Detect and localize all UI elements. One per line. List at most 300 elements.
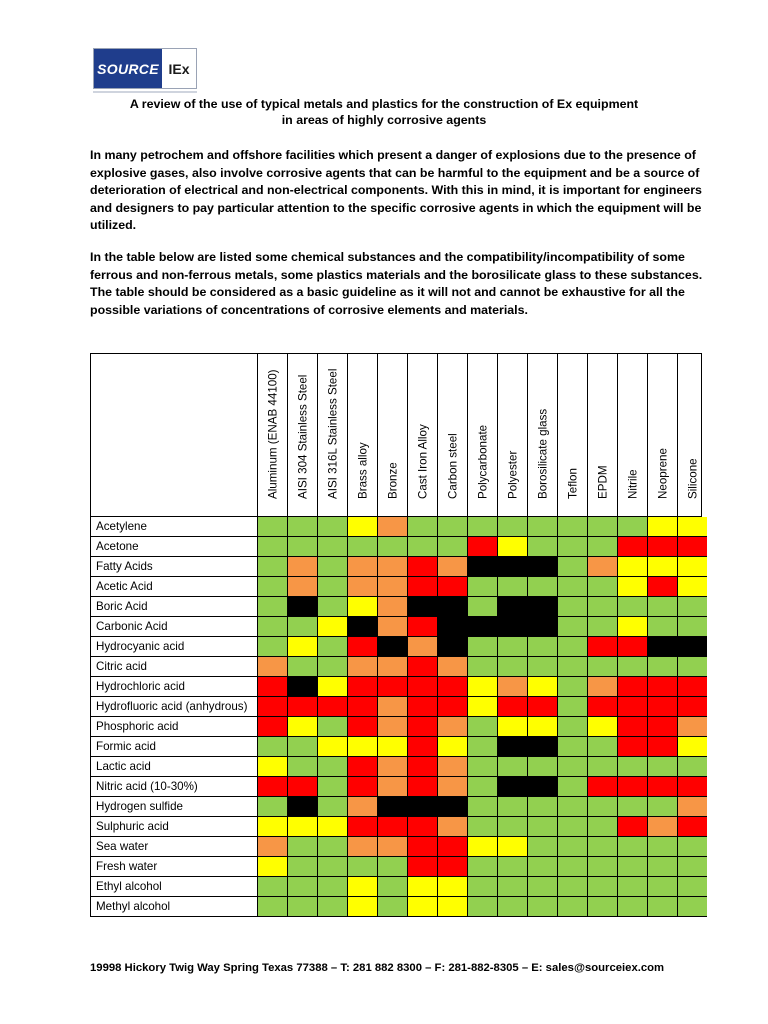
compatibility-cell xyxy=(377,737,407,757)
compatibility-cell xyxy=(257,517,287,537)
compatibility-cell xyxy=(557,897,587,917)
compatibility-cell xyxy=(407,857,437,877)
compatibility-cell xyxy=(407,737,437,757)
compatibility-cell xyxy=(347,557,377,577)
compatibility-cell xyxy=(437,697,467,717)
compatibility-cell xyxy=(677,537,707,557)
compatibility-cell xyxy=(407,537,437,557)
compatibility-cell xyxy=(497,657,527,677)
compatibility-cell xyxy=(317,877,347,897)
compatibility-cell xyxy=(677,597,707,617)
compatibility-cell xyxy=(257,557,287,577)
compatibility-cell xyxy=(317,617,347,637)
compatibility-cell xyxy=(647,617,677,637)
compatibility-cell xyxy=(377,557,407,577)
compatibility-cell xyxy=(497,517,527,537)
compatibility-cell xyxy=(527,617,557,637)
compatibility-cell xyxy=(317,557,347,577)
compatibility-cell xyxy=(347,577,377,597)
compatibility-cell xyxy=(677,637,707,657)
compatibility-cell xyxy=(257,697,287,717)
compatibility-cell xyxy=(557,797,587,817)
compatibility-cell xyxy=(557,877,587,897)
compatibility-cell xyxy=(437,677,467,697)
compatibility-cell xyxy=(407,637,437,657)
row-label: Fatty Acids xyxy=(91,557,257,577)
compatibility-cell xyxy=(287,897,317,917)
compatibility-cell xyxy=(317,637,347,657)
compatibility-cell xyxy=(317,577,347,597)
compatibility-cell xyxy=(617,717,647,737)
compatibility-cell xyxy=(617,637,647,657)
column-header-label: Borosilicate glass xyxy=(536,408,549,499)
compatibility-cell xyxy=(647,897,677,917)
compatibility-cell xyxy=(497,637,527,657)
compatibility-cell xyxy=(647,717,677,737)
compatibility-cell xyxy=(407,557,437,577)
compatibility-cell xyxy=(497,737,527,757)
compatibility-cell xyxy=(407,897,437,917)
column-header-label: Neoprene xyxy=(656,448,669,499)
row-label: Lactic acid xyxy=(91,757,257,777)
row-label: Acetone xyxy=(91,537,257,557)
compatibility-cell xyxy=(287,557,317,577)
compatibility-cell xyxy=(437,897,467,917)
compatibility-cell xyxy=(497,597,527,617)
compatibility-cell xyxy=(497,877,527,897)
row-label: Hydrofluoric acid (anhydrous) xyxy=(91,697,257,717)
compatibility-cell xyxy=(647,857,677,877)
compatibility-cell xyxy=(587,637,617,657)
compatibility-cell xyxy=(317,597,347,617)
compatibility-cell xyxy=(527,897,557,917)
compatibility-cell xyxy=(407,797,437,817)
compatibility-cell xyxy=(497,837,527,857)
compatibility-cell xyxy=(317,677,347,697)
compatibility-cell xyxy=(557,517,587,537)
compatibility-cell xyxy=(407,577,437,597)
column-header xyxy=(257,354,287,517)
compatibility-cell xyxy=(437,597,467,617)
compatibility-cell xyxy=(647,517,677,537)
column-header xyxy=(287,354,317,517)
compatibility-cell xyxy=(497,817,527,837)
compatibility-cell xyxy=(527,657,557,677)
compatibility-cell xyxy=(347,517,377,537)
column-header-label: Polyester xyxy=(506,450,519,499)
compatibility-cell xyxy=(677,697,707,717)
compatibility-cell xyxy=(557,557,587,577)
compatibility-cell xyxy=(557,577,587,597)
compatibility-cell xyxy=(467,897,497,917)
compatibility-cell xyxy=(617,817,647,837)
compatibility-cell xyxy=(287,837,317,857)
compatibility-cell xyxy=(587,797,617,817)
compatibility-cell xyxy=(677,737,707,757)
compatibility-cell xyxy=(287,817,317,837)
compatibility-cell xyxy=(377,577,407,597)
compatibility-cell xyxy=(527,597,557,617)
compatibility-cell xyxy=(647,757,677,777)
compatibility-cell xyxy=(437,637,467,657)
compatibility-cell xyxy=(377,797,407,817)
column-header xyxy=(317,354,347,517)
row-label: Ethyl alcohol xyxy=(91,877,257,897)
contact-footer: 19998 Hickory Twig Way Spring Texas 77388 – T: 281 882 8300 – F: 281-882-8305 – E: sales@sourceiex.com xyxy=(90,962,665,974)
compatibility-cell xyxy=(407,677,437,697)
compatibility-cell xyxy=(677,757,707,777)
intro-paragraph-1: In many petrochem and offshore facilities which present a danger of explosions due to the presence of explosive gases, also involve corrosive agents that can be harmful to the equipment and be a source of deterioration of electrical and non-electrical components. With this in mind, it is important for engineers and designers to pay particular attention to the specific corrosive agents in which the equipment will be utilized. xyxy=(90,148,702,232)
compatibility-cell xyxy=(287,677,317,697)
compatibility-cell xyxy=(317,737,347,757)
compatibility-cell xyxy=(677,617,707,637)
compatibility-cell xyxy=(407,757,437,777)
compatibility-cell xyxy=(377,697,407,717)
compatibility-cell xyxy=(677,797,707,817)
compatibility-cell xyxy=(317,797,347,817)
compatibility-cell xyxy=(527,877,557,897)
compatibility-cell xyxy=(587,897,617,917)
compatibility-cell xyxy=(467,877,497,897)
compatibility-cell xyxy=(347,537,377,557)
compatibility-cell xyxy=(257,657,287,677)
compatibility-cell xyxy=(257,717,287,737)
compatibility-cell xyxy=(527,797,557,817)
compatibility-cell xyxy=(497,797,527,817)
compatibility-cell xyxy=(647,597,677,617)
compatibility-cell xyxy=(407,777,437,797)
compatibility-cell xyxy=(677,657,707,677)
compatibility-cell xyxy=(647,677,677,697)
compatibility-cell xyxy=(467,737,497,757)
compatibility-cell xyxy=(527,637,557,657)
compatibility-cell xyxy=(407,617,437,637)
compatibility-cell xyxy=(347,677,377,697)
compatibility-cell xyxy=(587,717,617,737)
compatibility-cell xyxy=(317,857,347,877)
compatibility-cell xyxy=(647,817,677,837)
compatibility-cell xyxy=(287,657,317,677)
compatibility-cell xyxy=(317,837,347,857)
compatibility-cell xyxy=(377,637,407,657)
row-label: Nitric acid (10-30%) xyxy=(91,777,257,797)
compatibility-cell xyxy=(617,857,647,877)
column-header-label: Polycarbonate xyxy=(476,424,489,499)
compatibility-cell xyxy=(677,677,707,697)
compatibility-cell xyxy=(617,877,647,897)
compatibility-cell xyxy=(647,877,677,897)
logo-source-text: SOURCE xyxy=(94,49,162,88)
compatibility-cell xyxy=(497,697,527,717)
compatibility-cell xyxy=(317,657,347,677)
row-label: Hydrogen sulfide xyxy=(91,797,257,817)
compatibility-cell xyxy=(377,537,407,557)
compatibility-cell xyxy=(257,897,287,917)
compatibility-cell xyxy=(287,717,317,737)
row-label: Boric Acid xyxy=(91,597,257,617)
compatibility-cell xyxy=(317,777,347,797)
row-label: Acetic Acid xyxy=(91,577,257,597)
compatibility-cell xyxy=(257,597,287,617)
compatibility-cell xyxy=(647,777,677,797)
compatibility-cell xyxy=(617,617,647,637)
intro-paragraph-2: In the table below are listed some chemical substances and the compatibility/incompatibility of some ferrous and non-ferrous metals, some plastics materials and the borosilicate glass to these substances. The table should be considered as a basic guideline as it will not and cannot be exhaustive for all the possible variations of concentrations of corrosive elements and materials. xyxy=(90,250,703,317)
compatibility-cell xyxy=(587,877,617,897)
column-header xyxy=(377,354,407,517)
logo-iex-text: IEx xyxy=(168,60,190,77)
compatibility-cell xyxy=(377,817,407,837)
compatibility-cell xyxy=(467,557,497,577)
compatibility-cell xyxy=(497,537,527,557)
compatibility-cell xyxy=(617,557,647,577)
compatibility-cell xyxy=(677,857,707,877)
compatibility-cell xyxy=(557,637,587,657)
compatibility-cell xyxy=(407,837,437,857)
table-header-row xyxy=(91,354,701,517)
compatibility-cell xyxy=(467,657,497,677)
compatibility-cell xyxy=(287,577,317,597)
compatibility-cell xyxy=(527,537,557,557)
compatibility-cell xyxy=(497,717,527,737)
compatibility-cell xyxy=(467,717,497,737)
compatibility-cell xyxy=(257,677,287,697)
compatibility-cell xyxy=(617,897,647,917)
compatibility-cell xyxy=(497,677,527,697)
compatibility-cell xyxy=(377,597,407,617)
column-header xyxy=(557,354,587,517)
compatibility-cell xyxy=(617,677,647,697)
compatibility-cell xyxy=(587,817,617,837)
column-header xyxy=(437,354,467,517)
compatibility-cell xyxy=(257,577,287,597)
compatibility-cell xyxy=(617,657,647,677)
compatibility-cell xyxy=(377,517,407,537)
column-header-label: AISI 304 Stainless Steel xyxy=(296,374,309,499)
compatibility-cell xyxy=(647,557,677,577)
compatibility-cell xyxy=(347,637,377,657)
compatibility-cell xyxy=(347,777,377,797)
compatibility-cell xyxy=(467,757,497,777)
compatibility-cell xyxy=(467,797,497,817)
compatibility-cell xyxy=(407,697,437,717)
compatibility-cell xyxy=(467,857,497,877)
compatibility-cell xyxy=(587,657,617,677)
compatibility-cell xyxy=(437,857,467,877)
compatibility-cell xyxy=(497,557,527,577)
compatibility-cell xyxy=(557,857,587,877)
column-header xyxy=(647,354,677,517)
compatibility-cell xyxy=(437,517,467,537)
compatibility-cell xyxy=(377,777,407,797)
compatibility-cell xyxy=(467,617,497,637)
compatibility-cell xyxy=(497,857,527,877)
compatibility-cell xyxy=(287,537,317,557)
compatibility-cell xyxy=(347,737,377,757)
compatibility-cell xyxy=(527,577,557,597)
compatibility-cell xyxy=(377,757,407,777)
column-header-label: Nitrile xyxy=(626,469,639,499)
compatibility-cell xyxy=(467,777,497,797)
compatibility-cell xyxy=(677,517,707,537)
compatibility-cell xyxy=(587,697,617,717)
compatibility-cell xyxy=(647,737,677,757)
compatibility-cell xyxy=(587,537,617,557)
compatibility-cell xyxy=(497,757,527,777)
logo-underline xyxy=(93,91,197,93)
compatibility-cell xyxy=(347,877,377,897)
compatibility-cell xyxy=(677,837,707,857)
column-header xyxy=(677,354,707,517)
compatibility-cell xyxy=(557,817,587,837)
row-label: Citric acid xyxy=(91,657,257,677)
compatibility-cell xyxy=(377,877,407,897)
compatibility-cell xyxy=(437,657,467,677)
compatibility-cell xyxy=(437,557,467,577)
compatibility-cell xyxy=(677,577,707,597)
compatibility-cell xyxy=(287,637,317,657)
compatibility-cell xyxy=(587,777,617,797)
column-header-label: Carbon steel xyxy=(446,433,459,499)
compatibility-cell xyxy=(257,857,287,877)
compatibility-cell xyxy=(467,677,497,697)
compatibility-cell xyxy=(377,857,407,877)
compatibility-cell xyxy=(467,577,497,597)
compatibility-cell xyxy=(497,897,527,917)
compatibility-cell xyxy=(557,837,587,857)
compatibility-cell xyxy=(527,777,557,797)
compatibility-cell xyxy=(617,517,647,537)
compatibility-cell xyxy=(437,737,467,757)
compatibility-cell xyxy=(257,737,287,757)
compatibility-cell xyxy=(617,777,647,797)
compatibility-cell xyxy=(437,797,467,817)
compatibility-cell xyxy=(377,897,407,917)
compatibility-cell xyxy=(347,717,377,737)
compatibility-cell xyxy=(347,817,377,837)
compatibility-cell xyxy=(587,677,617,697)
row-label: Fresh water xyxy=(91,857,257,877)
compatibility-cell xyxy=(377,837,407,857)
compatibility-cell xyxy=(617,737,647,757)
source-iex-logo xyxy=(93,48,197,89)
compatibility-cell xyxy=(257,637,287,657)
column-header-label: Brass alloy xyxy=(356,442,369,499)
compatibility-cell xyxy=(287,517,317,537)
compatibility-table xyxy=(90,353,702,917)
compatibility-cell xyxy=(287,597,317,617)
document-title xyxy=(90,96,678,128)
compatibility-cell xyxy=(287,617,317,637)
compatibility-cell xyxy=(587,577,617,597)
compatibility-cell xyxy=(557,677,587,697)
compatibility-cell xyxy=(347,797,377,817)
compatibility-cell xyxy=(617,597,647,617)
compatibility-cell xyxy=(467,697,497,717)
compatibility-cell xyxy=(677,877,707,897)
compatibility-cell xyxy=(437,577,467,597)
compatibility-cell xyxy=(257,797,287,817)
compatibility-cell xyxy=(587,837,617,857)
compatibility-cell xyxy=(377,617,407,637)
compatibility-cell xyxy=(407,657,437,677)
column-header-label: Bronze xyxy=(386,462,399,499)
compatibility-cell xyxy=(497,617,527,637)
compatibility-cell xyxy=(407,817,437,837)
compatibility-cell xyxy=(407,597,437,617)
compatibility-cell xyxy=(587,557,617,577)
compatibility-cell xyxy=(257,537,287,557)
row-label: Sea water xyxy=(91,837,257,857)
compatibility-cell xyxy=(527,757,557,777)
column-header-label: Teflon xyxy=(566,468,579,499)
compatibility-cell xyxy=(467,637,497,657)
compatibility-cell xyxy=(617,757,647,777)
compatibility-cell xyxy=(557,777,587,797)
column-header-label: Silicone xyxy=(686,458,699,499)
compatibility-cell xyxy=(347,657,377,677)
compatibility-cell xyxy=(437,757,467,777)
compatibility-cell xyxy=(467,817,497,837)
compatibility-cell xyxy=(257,837,287,857)
compatibility-cell xyxy=(527,717,557,737)
compatibility-cell xyxy=(617,837,647,857)
compatibility-cell xyxy=(437,537,467,557)
compatibility-cell xyxy=(347,597,377,617)
compatibility-cell xyxy=(437,617,467,637)
column-header xyxy=(497,354,527,517)
compatibility-cell xyxy=(527,557,557,577)
compatibility-cell xyxy=(467,537,497,557)
compatibility-cell xyxy=(677,817,707,837)
compatibility-cell xyxy=(287,757,317,777)
compatibility-cell xyxy=(647,837,677,857)
compatibility-cell xyxy=(257,777,287,797)
compatibility-cell xyxy=(377,677,407,697)
compatibility-cell xyxy=(557,617,587,637)
compatibility-cell xyxy=(587,617,617,637)
compatibility-cell xyxy=(557,757,587,777)
compatibility-cell xyxy=(677,557,707,577)
compatibility-cell xyxy=(437,837,467,857)
compatibility-cell xyxy=(617,577,647,597)
row-label: Sulphuric acid xyxy=(91,817,257,837)
compatibility-cell xyxy=(557,717,587,737)
compatibility-cell xyxy=(617,797,647,817)
column-header-label: Cast Iron Alloy xyxy=(416,424,429,499)
row-label: Formic acid xyxy=(91,737,257,757)
compatibility-cell xyxy=(497,577,527,597)
compatibility-cell xyxy=(287,697,317,717)
compatibility-cell xyxy=(647,797,677,817)
row-label: Hydrochloric acid xyxy=(91,677,257,697)
compatibility-cell xyxy=(317,757,347,777)
column-header xyxy=(467,354,497,517)
title-line-1: A review of the use of typical metals and plastics for the construction of Ex equipment xyxy=(129,97,639,111)
compatibility-cell xyxy=(347,697,377,717)
compatibility-cell xyxy=(497,777,527,797)
compatibility-cell xyxy=(317,717,347,737)
column-header-label: AISI 316L Stainless Steel xyxy=(326,368,339,499)
compatibility-cell xyxy=(647,577,677,597)
row-label: Hydrocyanic acid xyxy=(91,637,257,657)
compatibility-cell xyxy=(437,817,467,837)
compatibility-cell xyxy=(437,717,467,737)
compatibility-cell xyxy=(347,757,377,777)
compatibility-cell xyxy=(257,877,287,897)
compatibility-cell xyxy=(317,697,347,717)
compatibility-cell xyxy=(347,837,377,857)
compatibility-cell xyxy=(287,877,317,897)
